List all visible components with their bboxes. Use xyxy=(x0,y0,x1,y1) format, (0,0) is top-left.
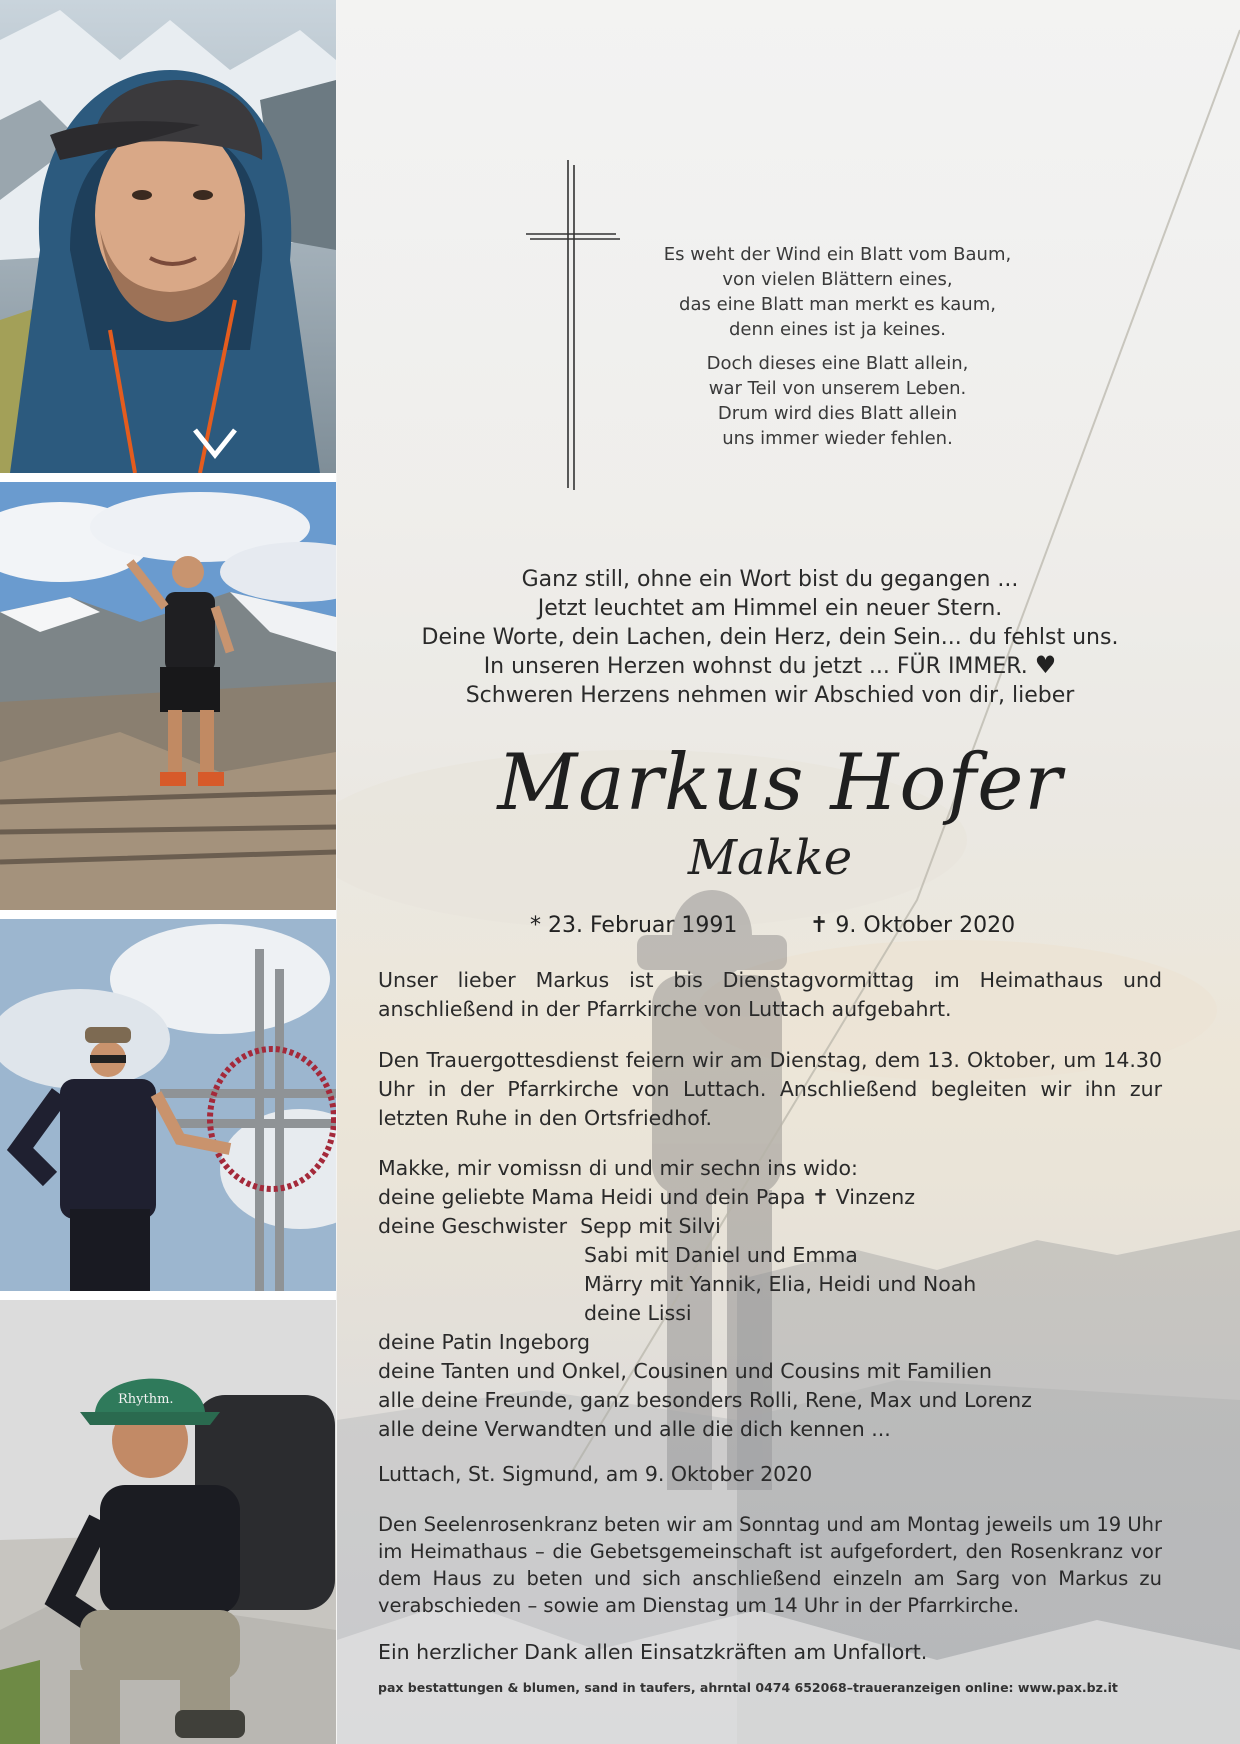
sibling-entry: Märry mit Yannik, Elia, Heidi und Noah xyxy=(584,1272,977,1296)
cap-brand-text: Rhythm. xyxy=(118,1392,174,1407)
deceased-name: Markus Hofer xyxy=(497,738,1063,828)
mourners-list xyxy=(378,1154,1162,1444)
poem-line: uns immer wieder fehlen. xyxy=(722,428,953,449)
funeral-home-footer: pax bestattungen & blumen, sand in taufers, ahrntal 0474 652068–traueranzeigen online: www.pax.bz.it xyxy=(378,1680,1118,1695)
mourner-entry: alle deine Verwandten und alle die dich kennen ... xyxy=(378,1417,891,1441)
memorial-cross-icon xyxy=(526,160,620,490)
funeral-paragraph: Den Trauergottesdienst feiern wir am Dienstag, dem 13. Oktober, um 14.30 Uhr in der Pfarrkirche von Luttach. Anschließend begleiten wir ihn zur letzten Ruhe in den Ortsfriedhof. xyxy=(378,1048,1162,1130)
heart-icon: ♥ xyxy=(1034,651,1057,679)
intro-line: In unseren Herzen wohnst du jetzt ... FÜR IMMER. xyxy=(483,654,1028,679)
mourner-entry: alle deine Freunde, ganz besonders Rolli, Rene, Max und Lorenz xyxy=(378,1388,1032,1412)
portrait-photo-selfie xyxy=(0,0,336,473)
mourner-entry: deine Tanten und Onkel, Cousinen und Cousins mit Familien xyxy=(378,1359,993,1383)
intro-line-heart xyxy=(360,652,1180,681)
memorial-poem xyxy=(630,242,1045,460)
place-date: Luttach, St. Sigmund, am 9. Oktober 2020 xyxy=(378,1462,813,1486)
intro-line: Schweren Herzens nehmen wir Abschied von dir, lieber xyxy=(465,683,1075,708)
poem-line: von vielen Blättern eines, xyxy=(722,269,953,290)
intro-line: Jetzt leuchtet am Himmel ein neuer Stern. xyxy=(537,596,1003,621)
death-date: ✝ 9. Oktober 2020 xyxy=(810,913,1016,938)
laying-out-paragraph: Unser lieber Markus ist bis Dienstagvormittag im Heimathaus und anschließend in der Pfarrkirche von Luttach aufgebahrt. xyxy=(378,968,1162,1021)
mourners-parents: deine geliebte Mama Heidi und dein Papa ✝ Vinzenz xyxy=(378,1185,916,1209)
birth-date: * 23. Februar 1991 xyxy=(530,913,738,938)
hiking-photo-rocks xyxy=(0,482,336,910)
photo-column xyxy=(0,0,336,1744)
sibling-entry: deine Lissi xyxy=(584,1301,692,1325)
poem-line: Doch dieses eine Blatt allein, xyxy=(706,353,969,374)
deceased-nickname: Makke xyxy=(687,830,853,886)
siblings-label: deine Geschwister xyxy=(378,1214,568,1238)
sibling-entry: Sabi mit Daniel und Emma xyxy=(584,1243,858,1267)
rosary-paragraph: Den Seelenrosenkranz beten wir am Sonntag und am Montag jeweils um 19 Uhr im Heimathaus – die Gebetsgemeinschaft ist aufgefordert, den Rosenkranz vor dem Haus zu beten und sich anschließend einzeln am Sarg von Markus zu verabschieden – sowie am Dienstag um 14 Uhr in der Pfarrkirche. xyxy=(378,1513,1162,1617)
poem-stanza-2 xyxy=(630,351,1045,451)
poem-line: das eine Blatt man merkt es kaum, xyxy=(679,294,996,315)
crouching-hiker-photo xyxy=(0,1300,336,1744)
mourners-siblings-row xyxy=(378,1212,1162,1241)
mourners-intro: Makke, mir vomissn di und mir sechn ins wido: xyxy=(378,1156,858,1180)
intro-line: Deine Worte, dein Lachen, dein Herz, dein Sein... du fehlst uns. xyxy=(421,625,1119,650)
poem-line: war Teil von unserem Leben. xyxy=(708,378,967,399)
poem-line: Es weht der Wind ein Blatt vom Baum, xyxy=(663,244,1012,265)
poem-line: denn eines ist ja keines. xyxy=(728,319,947,340)
mourner-entry: deine Patin Ingeborg xyxy=(378,1330,590,1354)
summit-cross-photo xyxy=(0,919,336,1291)
intro-line: Ganz still, ohne ein Wort bist du gegangen ... xyxy=(521,567,1019,592)
thanks-line: Ein herzlicher Dank allen Einsatzkräften am Unfallort. xyxy=(378,1640,928,1664)
poem-stanza-1 xyxy=(630,242,1045,342)
poem-line: Drum wird dies Blatt allein xyxy=(717,403,958,424)
farewell-intro xyxy=(360,565,1180,710)
sibling-entry: Sepp mit Silvi xyxy=(580,1214,721,1238)
